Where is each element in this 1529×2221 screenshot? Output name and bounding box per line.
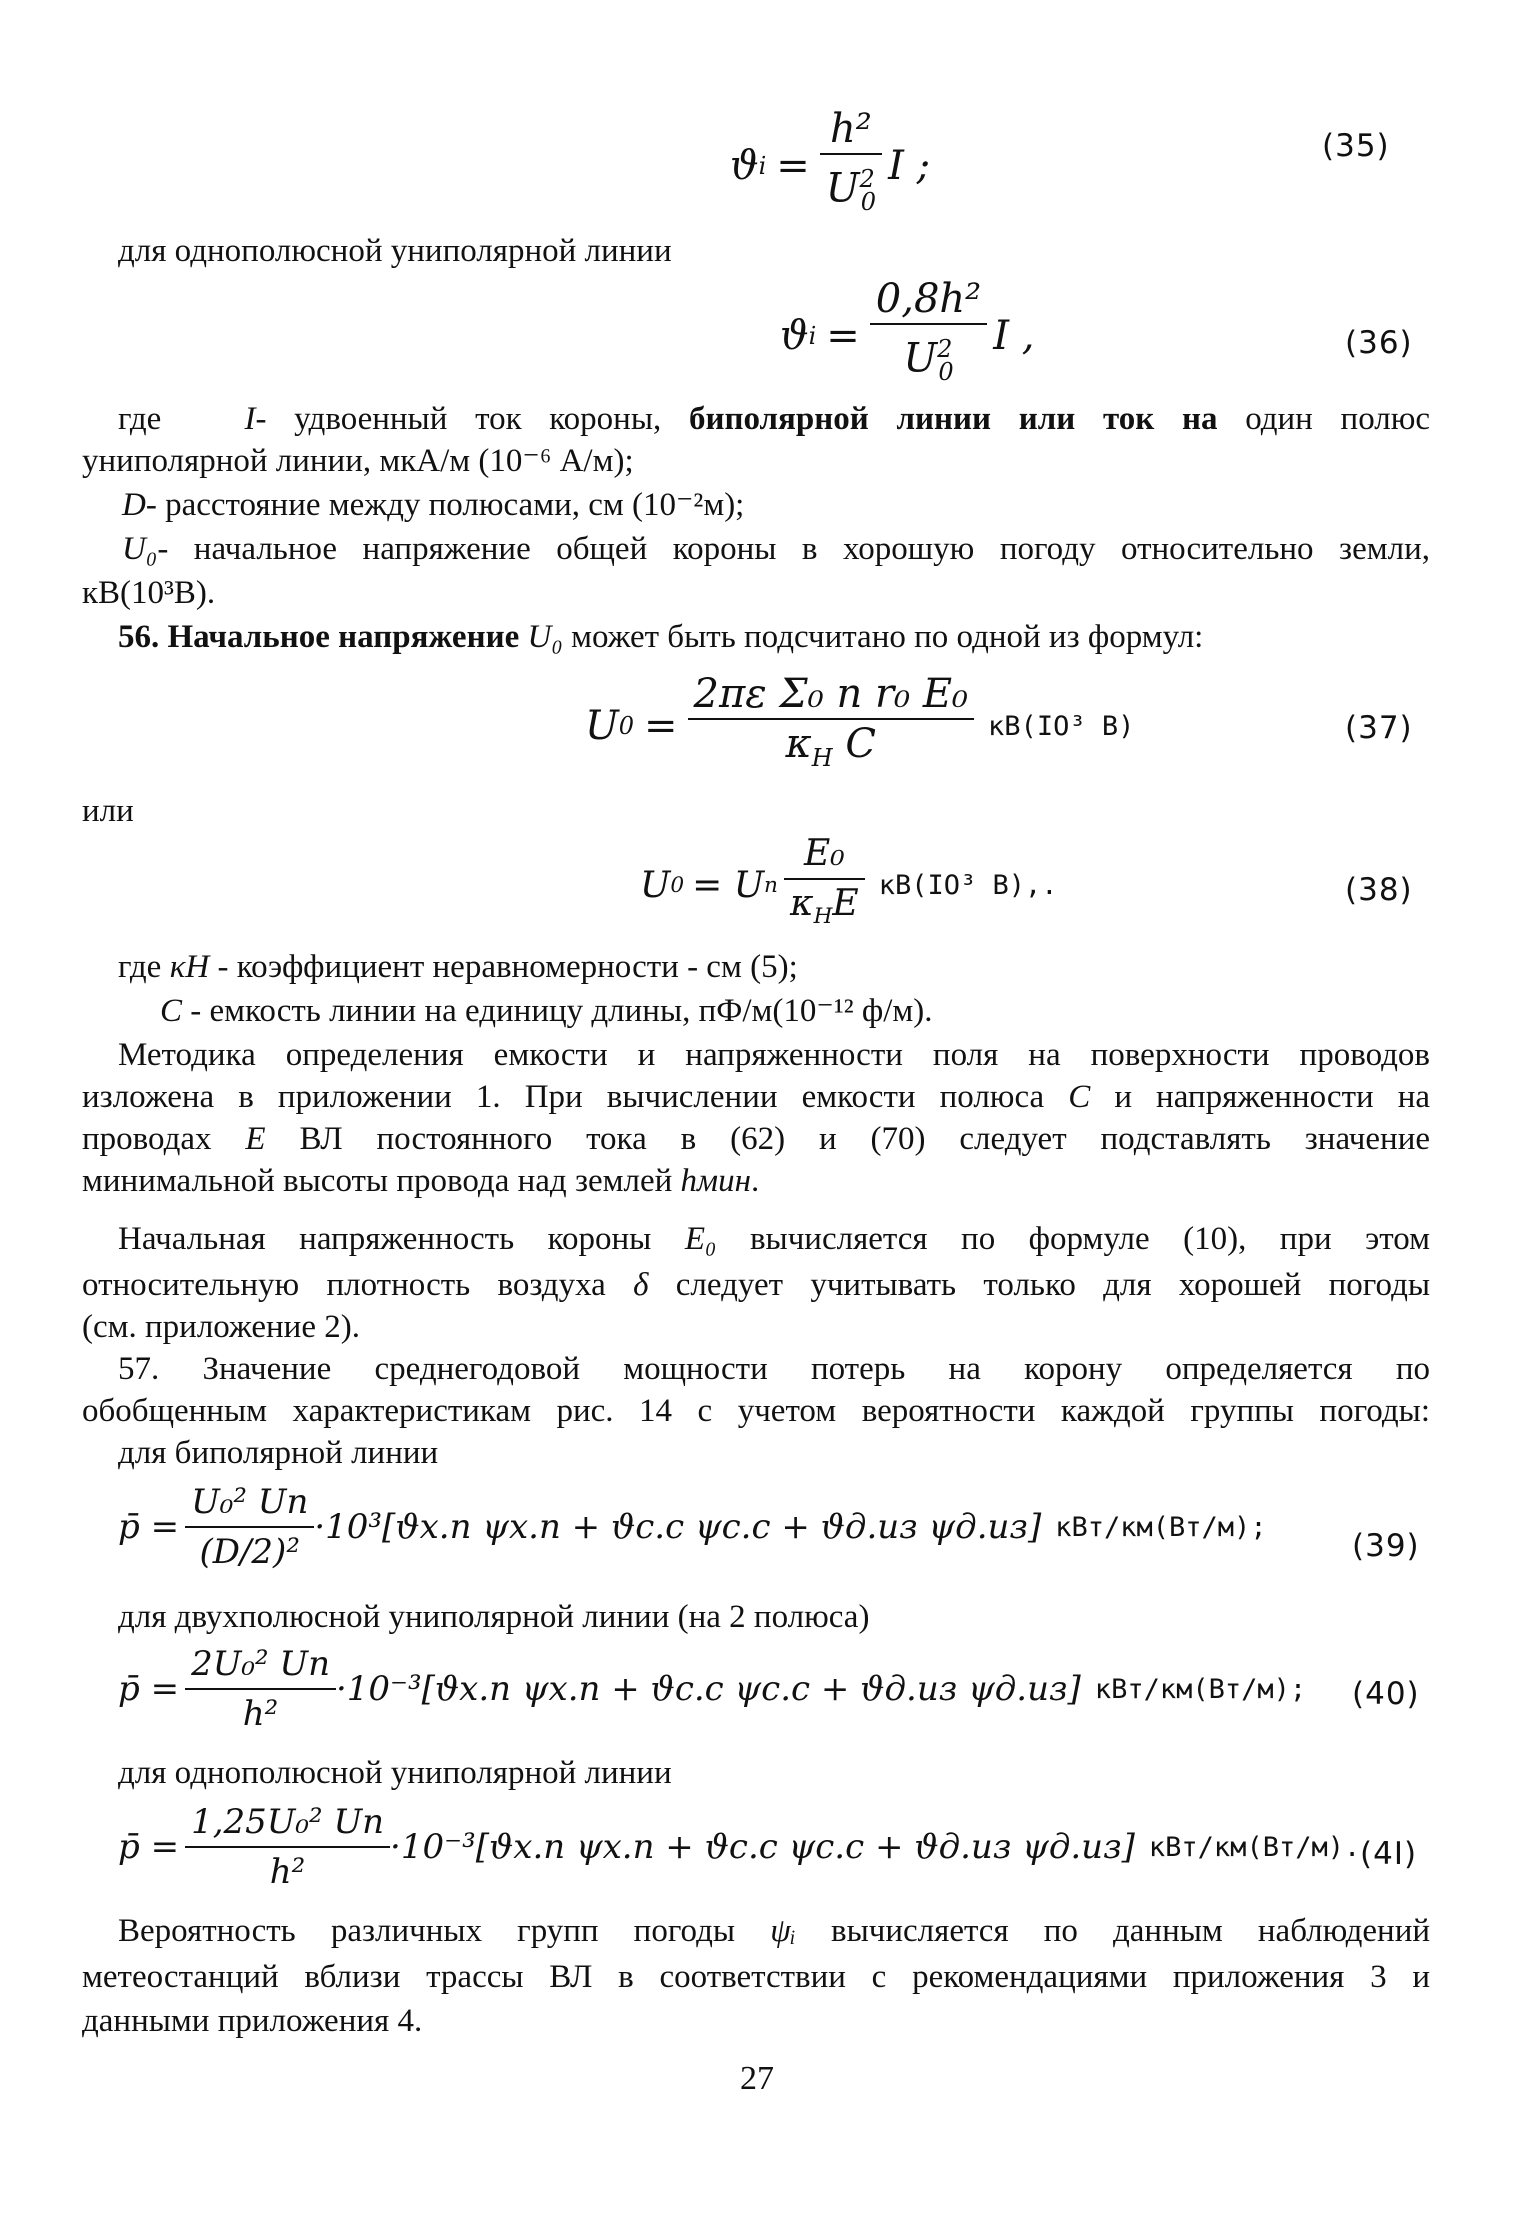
para-methodology-2: изложена в приложении 1. При вычислении емкости полюса C и напряженности на xyxy=(82,1079,1431,1115)
para-U0-line2: кВ(10³В). xyxy=(82,575,216,611)
para-methodology-1: Методика определения емкости и напряженности поля на поверхности проводов xyxy=(118,1037,1430,1073)
formula-41: p̄ = $\frac{\text{1,25U₀² Uп}}{\text{h²}}$ ·10⁻³[ϑх.п ψх.п + ϑс.с ψс.с + ϑд.из ψд.из] кВт/км(Вт/м). xyxy=(118,1802,1361,1892)
equation-number-36: (36) xyxy=(1345,325,1413,361)
equation-number-39: (39) xyxy=(1352,1528,1420,1564)
para-methodology-4: минимальной высоты провода над землей hмин. xyxy=(82,1163,760,1199)
para-kn: где κН - коэффициент неравномерности - см (5); xyxy=(118,949,798,985)
para-initial-strength-2: относительную плотность воздуха δ следует учитывать только для хорошей погоды xyxy=(82,1267,1431,1303)
equation-number-41: (4I) xyxy=(1360,1836,1418,1872)
equation-number-35: (35) xyxy=(1322,128,1390,164)
para-initial-strength-3: (см. приложение 2). xyxy=(82,1309,360,1345)
para-U0: U₀- начальное напряжение общей короны в хорошую погоду относительно земли, xyxy=(122,531,1430,567)
para-57-3: для биполярной линии xyxy=(118,1435,439,1471)
equation-number-40: (40) xyxy=(1352,1676,1420,1712)
para-C: C - емкость линии на единицу длины, пФ/м(10⁻¹² ф/м). xyxy=(160,993,933,1029)
word-ili: или xyxy=(82,793,134,829)
para-probability-2: метеостанций вблизи трассы ВЛ в соответствии с рекомендациями приложения 3 и xyxy=(82,1959,1430,1995)
formula-37: U 0 = $\frac{\text{2πε Σ₀ n r₀ E₀}}{\kappa_H C}$ кВ(IO³ В) xyxy=(585,671,1135,772)
line-odnopolyusnoy: для однополюсной униполярной линии xyxy=(118,233,672,269)
para-initial-strength-1: Начальная напряженность короны E₀ вычисляется по формуле (10), при этом xyxy=(118,1221,1431,1257)
equation-number-38: (38) xyxy=(1345,872,1413,908)
para-57-1: 57. Значение среднегодовой мощности потерь на корону определяется по xyxy=(118,1351,1430,1387)
para-methodology-3: проводах E ВЛ постоянного тока в (62) и (70) следует подставлять значение xyxy=(82,1121,1430,1157)
line-odnopolyusnoy-2: для однополюсной униполярной линии xyxy=(118,1755,672,1791)
para-D: D- расстояние между полюсами, см (10⁻²м); xyxy=(122,487,745,523)
para-probability-1: Вероятность различных групп погоды ψᵢ вычисляется по данным наблюдений xyxy=(118,1913,1431,1949)
formula-36: ϑ i = $\frac{\text{0,8h²}}{U^2_0}$ I , xyxy=(780,276,1035,387)
formula-35: ϑ i = $\frac{\text{h²}}{U^2_0}$ I ; xyxy=(730,106,931,217)
line-dvuhpolyusnoy: для двухполюсной униполярной линии (на 2 полюса) xyxy=(118,1599,870,1635)
page-number: 27 xyxy=(740,2060,774,2097)
para-where-I-line2: униполярной линии, мкА/м (10⁻⁶ А/м); xyxy=(82,443,634,479)
para-57-2: обобщенным характеристикам рис. 14 с учетом вероятности каждой группы погоды: xyxy=(82,1393,1430,1429)
formula-39: p̄ = $\frac{\text{U₀² Uп}}{\text{(D/2)²}}$ ·10³[ϑх.п ψх.п + ϑс.с ψс.с + ϑд.из ψд.из] кВт/км(Вт/м); xyxy=(118,1482,1267,1572)
para-56: 56. Начальное напряжение U₀ может быть подсчитано по одной из формул: xyxy=(118,619,1204,655)
formula-38: U 0 = U п $\frac{\text{E₀}}{\kappa_HE}$ кВ(IO³ В),. xyxy=(640,833,1058,930)
formula-40: p̄ = $\frac{\text{2U₀² Uп}}{\text{h²}}$ ·10⁻³[ϑх.п ψх.п + ϑс.с ψс.с + ϑд.из ψд.из] кВт/км(Вт/м); xyxy=(118,1644,1307,1734)
equation-number-37: (37) xyxy=(1345,710,1413,746)
para-where-I: где I- удвоенный ток короны, биполярной линии или ток на один полюс xyxy=(118,401,1431,437)
para-probability-3: данными приложения 4. xyxy=(82,2003,423,2039)
